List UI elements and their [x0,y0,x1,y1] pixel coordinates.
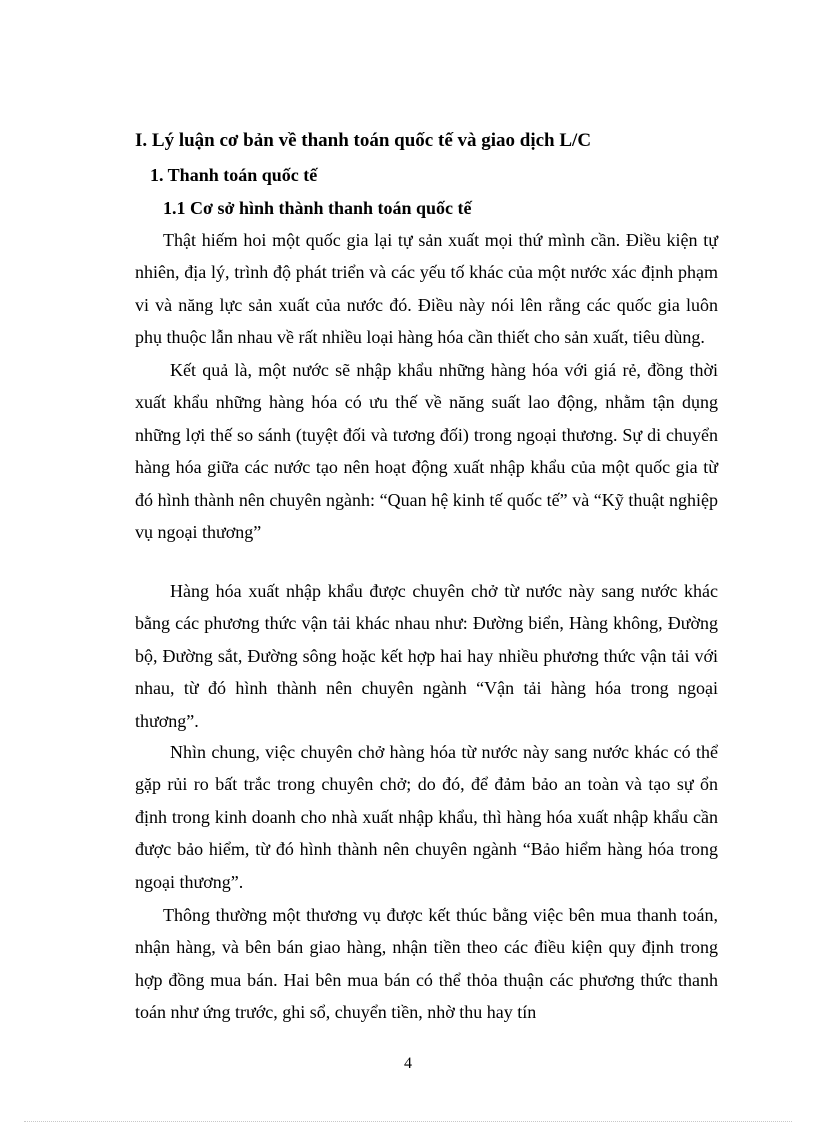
heading-level-2: 1. Thanh toán quốc tế [150,165,318,185]
body-paragraph: Hàng hóa xuất nhập khẩu được chuyên chở từ nước này sang nước khác bằng các phương thức vận tải khác nhau như: Đường biển, Hàng không, Đường bộ, Đường sắt, Đường sông hoặc kết hợp hai hay nhiều phương thức vận tải với nhau, từ đó hình thành nên chuyên ngành “Vận tải hàng hóa trong ngoại thương”. [135,581,718,731]
heading-level-3: 1.1 Cơ sở hình thành thanh toán quốc tế [163,198,472,218]
heading-level-1: I. Lý luận cơ bản về thanh toán quốc tế và giao dịch L/C [135,130,592,151]
body-paragraph: Kết quả là, một nước sẽ nhập khẩu những hàng hóa với giá rẻ, đồng thời xuất khẩu những hàng hóa có ưu thế về năng suất lao động, nhằm tận dụng những lợi thế so sánh (tuyệt đối và tương đối) trong ngoại thương. Sự di chuyển hàng hóa giữa các nước tạo nên hoạt động xuất nhập khẩu của một quốc gia từ đó hình thành nên chuyên ngành: “Quan hệ kinh tế quốc tế” và “Kỹ thuật nghiệp vụ ngoại thương” [135,360,718,543]
body-paragraph: Thông thường một thương vụ được kết thúc bằng việc bên mua thanh toán, nhận hàng, và bên bán giao hàng, nhận tiền theo các điều kiện quy định trong hợp đồng mua bán. Hai bên mua bán có thể thỏa thuận các phương thức thanh toán như ứng trước, ghi sổ, chuyển tiền, nhờ thu hay tín [135,905,718,1023]
body-paragraph: Thật hiếm hoi một quốc gia lại tự sản xuất mọi thứ mình cần. Điều kiện tự nhiên, địa lý, trình độ phát triển và các yếu tố khác của một nước xác định phạm vi và năng lực sản xuất của nước đó. Điều này nói lên rằng các quốc gia luôn phụ thuộc lẫn nhau về rất nhiều loại hàng hóa cần thiết cho sản xuất, tiêu dùng. [135,230,718,348]
body-paragraph: Nhìn chung, việc chuyên chở hàng hóa từ nước này sang nước khác có thể gặp rủi ro bất trắc trong chuyên chở; do đó, để đảm bảo an toàn và tạo sự ổn định trong kinh doanh cho nhà xuất nhập khẩu, thì hàng hóa xuất nhập khẩu cần được bảo hiểm, từ đó hình thành nên chuyên ngành “Bảo hiểm hàng hóa trong ngoại thương”. [135,742,718,892]
page-number: 4 [404,1055,412,1072]
page-bottom-border [24,1121,792,1122]
